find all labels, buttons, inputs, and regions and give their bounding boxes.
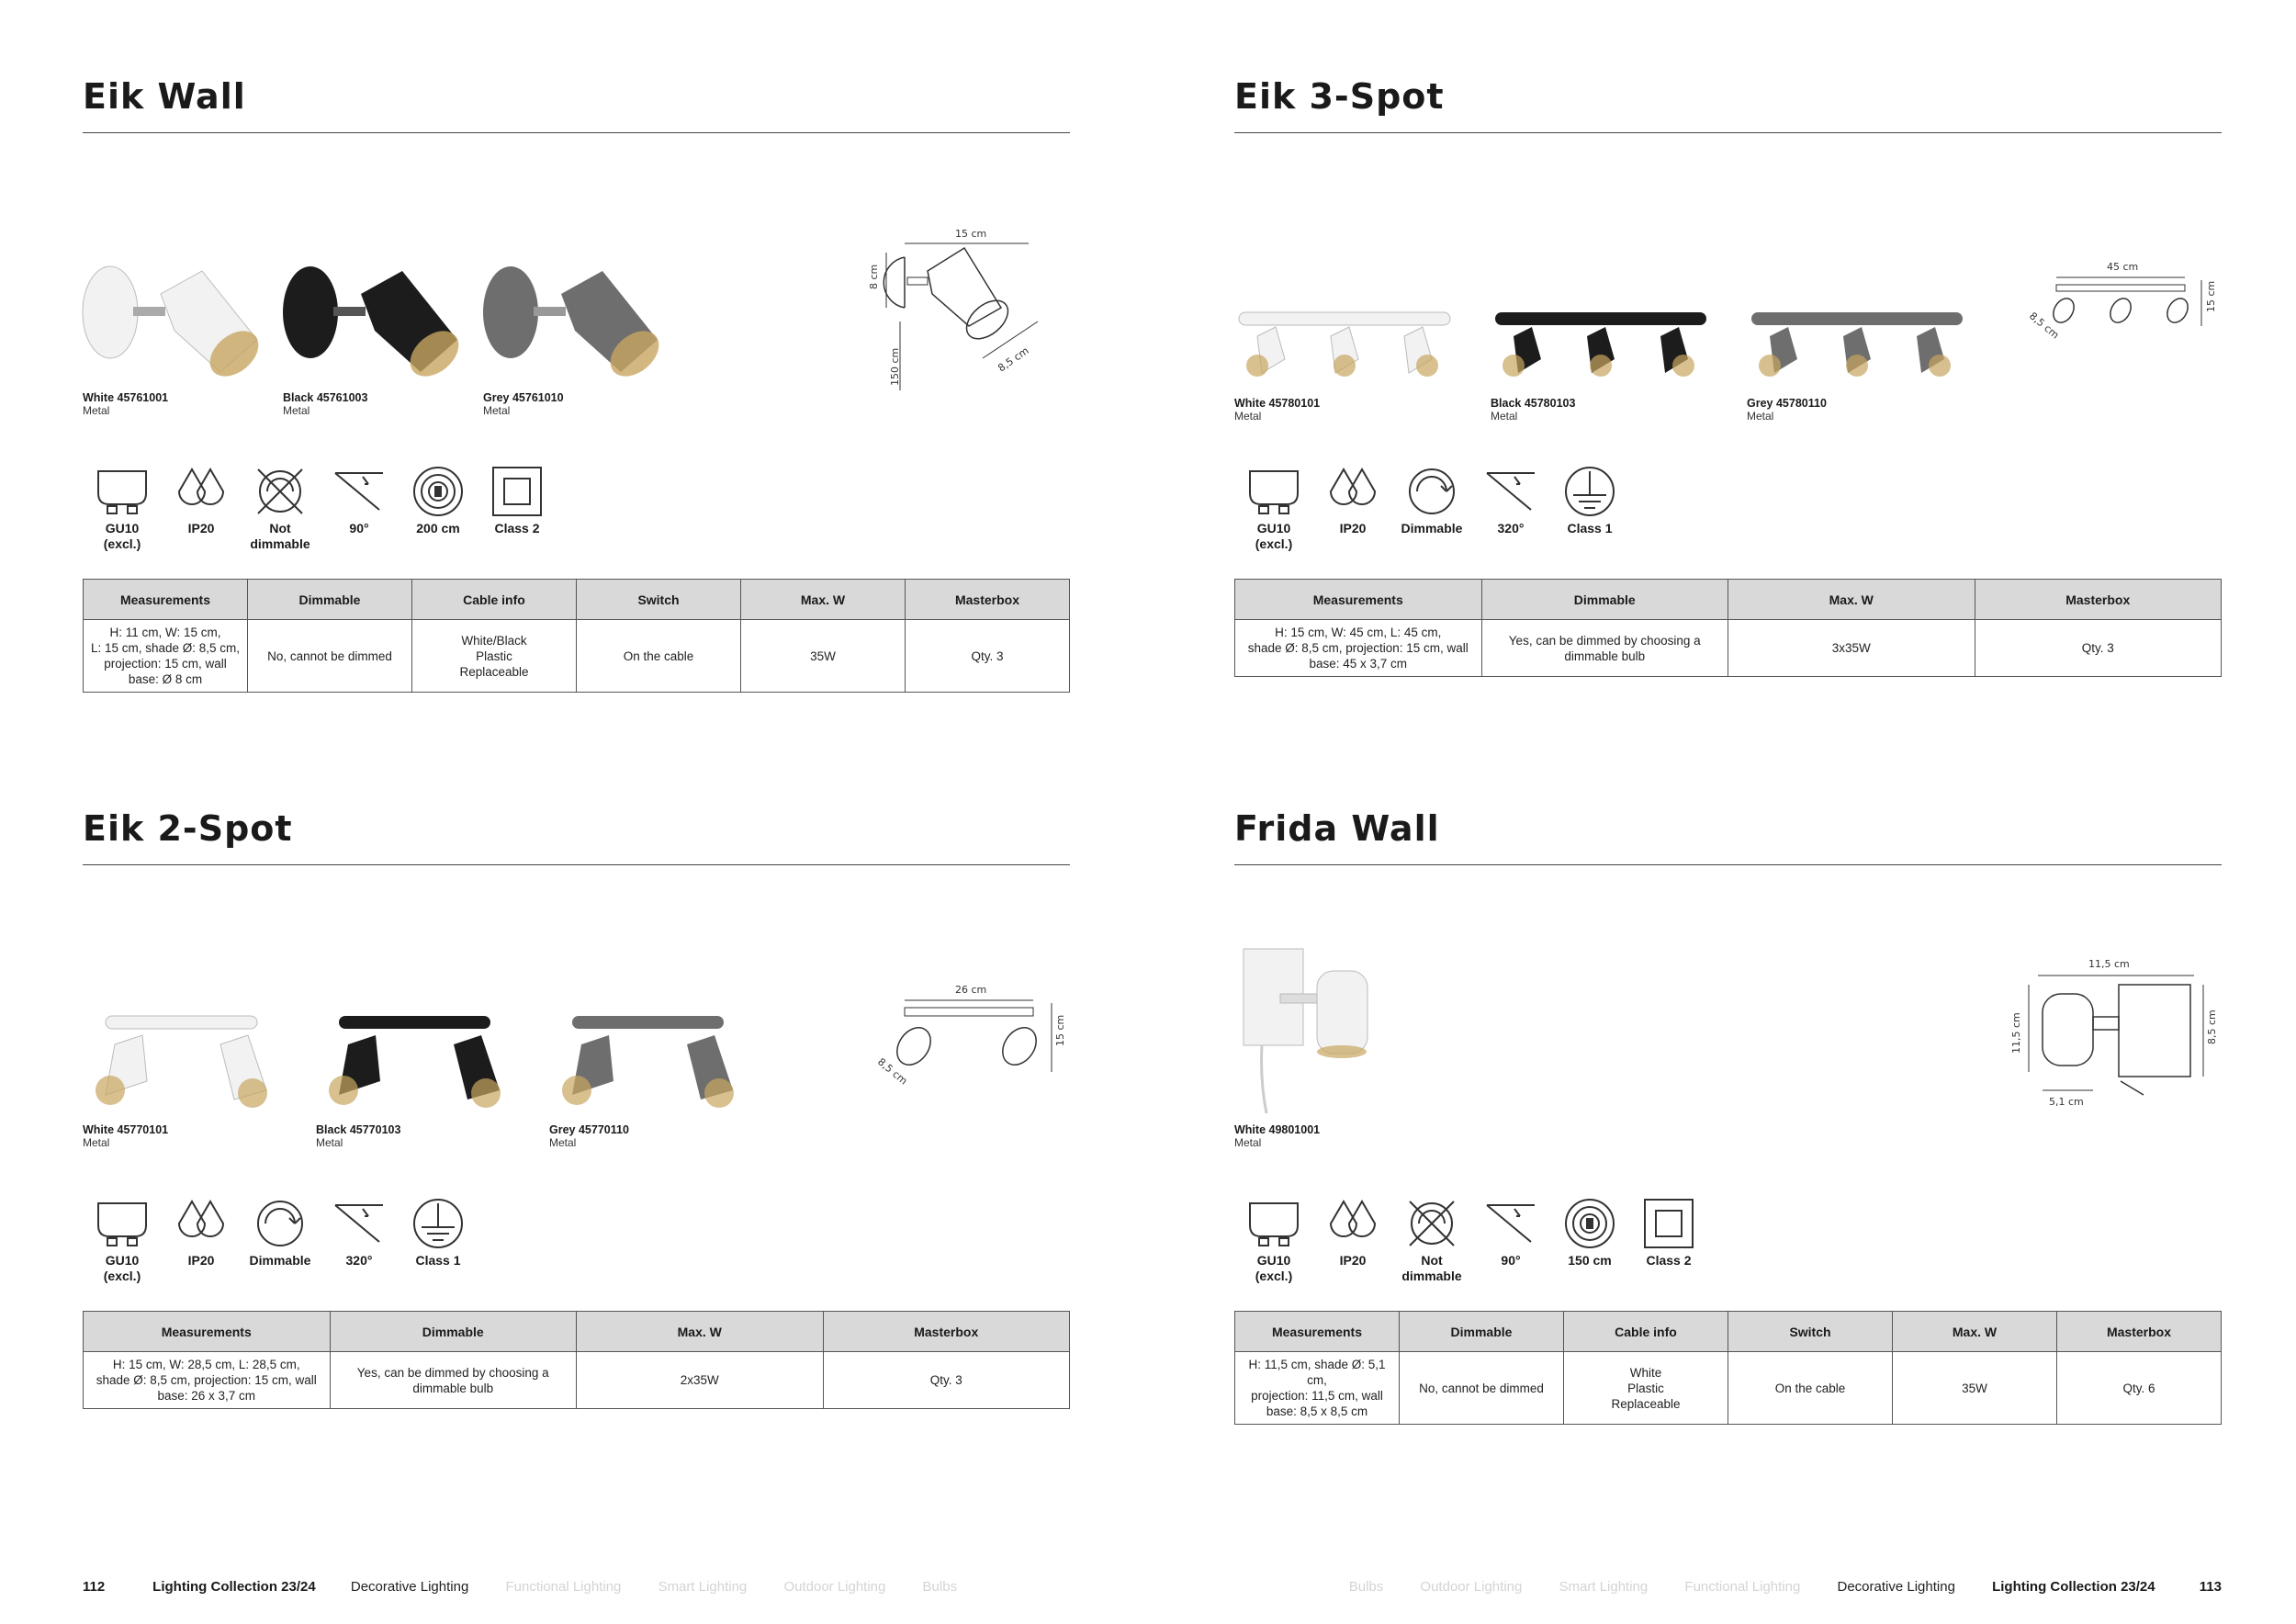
spec-table xyxy=(1234,1311,2222,1425)
table-header: Dimmable xyxy=(248,580,412,620)
eik-wall-white-image xyxy=(83,257,266,386)
product-label: White 45770101 xyxy=(83,1123,169,1136)
table-cell: Qty. 3 xyxy=(906,620,1070,693)
product-black xyxy=(316,1012,549,1149)
nav-decorative-lighting[interactable]: Decorative Lighting xyxy=(1837,1579,1955,1595)
product-label: Grey 45761010 xyxy=(483,391,564,404)
product-gallery xyxy=(1234,943,1418,1149)
feature-icons xyxy=(83,1196,478,1284)
divider xyxy=(83,132,1070,133)
table-cell: H: 15 cm, W: 28,5 cm, L: 28,5 cm, shade Ø: 8,5 cm, projection: 15 cm, wall base: 26 x 3,7 cm xyxy=(84,1352,331,1409)
product-white xyxy=(1234,943,1418,1149)
section-title: Eik Wall xyxy=(83,76,246,117)
dimension-drawing xyxy=(2010,953,2222,1109)
table-cell: No, cannot be dimmed xyxy=(248,620,412,693)
table-cell: H: 15 cm, W: 45 cm, L: 45 cm, shade Ø: 8,5 cm, projection: 15 cm, wall base: 45 x 3,7 cm xyxy=(1235,620,1482,677)
divider xyxy=(1234,132,2222,133)
section-title: Eik 2-Spot xyxy=(83,808,293,849)
table-header: Measurements xyxy=(84,580,248,620)
table-header-row xyxy=(84,580,1070,620)
eik-wall-black-image xyxy=(283,257,467,386)
table-cell: White/Black Plastic Replaceable xyxy=(412,620,577,693)
cable-icon: 200 cm xyxy=(399,464,478,552)
nav-smart-lighting[interactable]: Smart Lighting xyxy=(1559,1579,1649,1595)
frida-wall-white-image xyxy=(1234,943,1390,1118)
class2-icon: Class 2 xyxy=(1629,1196,1708,1284)
table-header: Masterbox xyxy=(1975,580,2222,620)
gu10-icon: GU10 (excl.) xyxy=(1234,1196,1313,1284)
table-header: Max. W xyxy=(1893,1312,2057,1352)
product-grey xyxy=(483,257,683,417)
dim-shade: 8,5 cm xyxy=(2027,310,2062,342)
table-cell: Qty. 3 xyxy=(1975,620,2222,677)
product-gallery xyxy=(83,1012,782,1149)
dimension-drawing xyxy=(868,980,1070,1090)
table-header: Masterbox xyxy=(2057,1312,2222,1352)
table-header-row xyxy=(1235,1312,2222,1352)
product-material: Metal xyxy=(83,404,110,417)
product-label: Black 45761003 xyxy=(283,391,368,404)
nav-bulbs[interactable]: Bulbs xyxy=(922,1579,958,1595)
product-white xyxy=(83,1012,316,1149)
eik-2-spot-black-image xyxy=(316,1012,513,1118)
table-cell: On the cable xyxy=(1728,1352,1893,1425)
product-label: White 45780101 xyxy=(1234,397,1321,410)
dim-shade: 5,1 cm xyxy=(2049,1096,2084,1108)
table-header: Masterbox xyxy=(823,1312,1070,1352)
product-label: Black 45770103 xyxy=(316,1123,401,1136)
table-header-row xyxy=(84,1312,1070,1352)
dim-width: 15 cm xyxy=(955,228,987,240)
table-row xyxy=(84,620,1070,693)
dim-shade: 8,5 cm xyxy=(875,1055,910,1088)
dim-width: 26 cm xyxy=(955,984,987,996)
table-cell: White Plastic Replaceable xyxy=(1564,1352,1728,1425)
table-row xyxy=(1235,1352,2222,1425)
nav-decorative-lighting[interactable]: Decorative Lighting xyxy=(350,1579,469,1595)
nav-outdoor-lighting[interactable]: Outdoor Lighting xyxy=(1420,1579,1523,1595)
not-dimmable-icon: Not dimmable xyxy=(241,464,320,552)
dim-height: 8 cm xyxy=(868,264,880,289)
table-header: Dimmable xyxy=(330,1312,577,1352)
dimension-drawing xyxy=(2020,257,2222,358)
product-material: Metal xyxy=(1234,410,1262,423)
collection-name: Lighting Collection 23/24 xyxy=(1992,1579,2155,1595)
section-eik-3-spot xyxy=(1234,73,2222,671)
table-cell: No, cannot be dimmed xyxy=(1400,1352,1564,1425)
class1-icon: Class 1 xyxy=(399,1196,478,1284)
table-header: Switch xyxy=(1728,1312,1893,1352)
angle-icon: 320° xyxy=(1471,464,1550,552)
table-cell: Yes, can be dimmed by choosing a dimmable bulb xyxy=(330,1352,577,1409)
table-header: Switch xyxy=(577,580,741,620)
dimmable-icon: Dimmable xyxy=(241,1196,320,1284)
section-eik-wall xyxy=(83,73,1070,686)
table-cell: 35W xyxy=(741,620,906,693)
table-row xyxy=(84,1352,1070,1409)
product-black xyxy=(283,257,483,417)
not-dimmable-icon: Not dimmable xyxy=(1392,1196,1471,1284)
spec-table xyxy=(83,1311,1070,1409)
table-cell: On the cable xyxy=(577,620,741,693)
product-material: Metal xyxy=(1234,1136,1262,1149)
product-material: Metal xyxy=(83,1136,110,1149)
table-header: Measurements xyxy=(1235,1312,1400,1352)
product-black xyxy=(1491,309,1747,423)
product-label: White 49801001 xyxy=(1234,1123,1321,1136)
dim-height: 15 cm xyxy=(2205,280,2217,312)
dimmable-icon: Dimmable xyxy=(1392,464,1471,552)
product-grey xyxy=(549,1012,782,1149)
eik-2-spot-white-image xyxy=(83,1012,280,1118)
product-gallery xyxy=(83,257,683,417)
nav-functional-lighting[interactable]: Functional Lighting xyxy=(505,1579,622,1595)
product-material: Metal xyxy=(1491,410,1518,423)
nav-bulbs[interactable]: Bulbs xyxy=(1348,1579,1384,1595)
divider xyxy=(1234,864,2222,865)
nav-outdoor-lighting[interactable]: Outdoor Lighting xyxy=(783,1579,886,1595)
footer-left xyxy=(83,1579,957,1595)
feature-icons xyxy=(1234,1196,1708,1284)
product-gallery xyxy=(1234,309,2003,423)
class1-icon: Class 1 xyxy=(1550,464,1629,552)
eik-3-spot-grey-image xyxy=(1747,309,1967,391)
section-title: Frida Wall xyxy=(1234,808,1440,849)
table-cell: Qty. 3 xyxy=(823,1352,1070,1409)
table-header: Cable info xyxy=(412,580,577,620)
product-material: Metal xyxy=(483,404,511,417)
eik-3-spot-white-image xyxy=(1234,309,1455,391)
dim-cable: 150 cm xyxy=(889,347,901,386)
product-label: Grey 45770110 xyxy=(549,1123,629,1136)
table-cell: Yes, can be dimmed by choosing a dimmable bulb xyxy=(1481,620,1728,677)
feature-icons xyxy=(83,464,557,552)
ip20-icon: IP20 xyxy=(162,1196,241,1284)
gu10-icon: GU10 (excl.) xyxy=(83,464,162,552)
product-material: Metal xyxy=(1747,410,1774,423)
table-cell: 2x35W xyxy=(577,1352,824,1409)
table-header: Dimmable xyxy=(1400,1312,1564,1352)
section-frida-wall xyxy=(1234,806,2222,1418)
product-material: Metal xyxy=(549,1136,577,1149)
spec-table xyxy=(83,579,1070,693)
angle-icon: 320° xyxy=(320,1196,399,1284)
dim-width: 45 cm xyxy=(2107,261,2139,273)
ip20-icon: IP20 xyxy=(162,464,241,552)
table-header: Max. W xyxy=(741,580,906,620)
table-cell: 3x35W xyxy=(1728,620,1975,677)
table-cell: H: 11 cm, W: 15 cm, L: 15 cm, shade Ø: 8,5 cm, projection: 15 cm, wall base: Ø 8 cm xyxy=(84,620,248,693)
table-header: Measurements xyxy=(1235,580,1482,620)
cable-icon: 150 cm xyxy=(1550,1196,1629,1284)
table-header: Masterbox xyxy=(906,580,1070,620)
table-cell: 35W xyxy=(1893,1352,2057,1425)
spec-table xyxy=(1234,579,2222,677)
product-label: White 45761001 xyxy=(83,391,169,404)
table-header: Max. W xyxy=(1728,580,1975,620)
dim-height: 11,5 cm xyxy=(2010,1012,2022,1054)
collection-name: Lighting Collection 23/24 xyxy=(152,1579,316,1595)
angle-icon: 90° xyxy=(320,464,399,552)
product-white xyxy=(83,257,283,417)
feature-icons xyxy=(1234,464,1629,552)
table-cell: H: 11,5 cm, shade Ø: 5,1 cm, projection: 11,5 cm, wall base: 8,5 x 8,5 cm xyxy=(1235,1352,1400,1425)
table-cell: Qty. 6 xyxy=(2057,1352,2222,1425)
table-header: Measurements xyxy=(84,1312,331,1352)
dimension-drawing xyxy=(863,220,1065,395)
ip20-icon: IP20 xyxy=(1313,464,1392,552)
product-material: Metal xyxy=(283,404,310,417)
gu10-icon: GU10 (excl.) xyxy=(83,1196,162,1284)
dim-depth: 8,5 cm xyxy=(2206,1009,2218,1044)
product-white xyxy=(1234,309,1491,423)
dim-shade: 8,5 cm xyxy=(996,344,1031,375)
dim-height: 15 cm xyxy=(1054,1014,1066,1046)
page-number: 112 xyxy=(83,1579,106,1595)
table-row xyxy=(1235,620,2222,677)
eik-wall-grey-image xyxy=(483,257,667,386)
angle-icon: 90° xyxy=(1471,1196,1550,1284)
page-number: 113 xyxy=(2199,1579,2222,1595)
table-header: Cable info xyxy=(1564,1312,1728,1352)
nav-functional-lighting[interactable]: Functional Lighting xyxy=(1684,1579,1801,1595)
product-label: Grey 45780110 xyxy=(1747,397,1827,410)
table-header: Max. W xyxy=(577,1312,824,1352)
eik-2-spot-grey-image xyxy=(549,1012,747,1118)
section-eik-2-spot xyxy=(83,806,1070,1403)
table-header-row xyxy=(1235,580,2222,620)
nav-smart-lighting[interactable]: Smart Lighting xyxy=(658,1579,748,1595)
dim-width: 11,5 cm xyxy=(2088,958,2130,970)
product-material: Metal xyxy=(316,1136,343,1149)
footer-right xyxy=(1349,1579,2222,1595)
ip20-icon: IP20 xyxy=(1313,1196,1392,1284)
gu10-icon: GU10 (excl.) xyxy=(1234,464,1313,552)
product-label: Black 45780103 xyxy=(1491,397,1576,410)
section-title: Eik 3-Spot xyxy=(1234,76,1445,117)
eik-3-spot-black-image xyxy=(1491,309,1711,391)
product-grey xyxy=(1747,309,2003,423)
divider xyxy=(83,864,1070,865)
table-header: Dimmable xyxy=(1481,580,1728,620)
class2-icon: Class 2 xyxy=(478,464,557,552)
